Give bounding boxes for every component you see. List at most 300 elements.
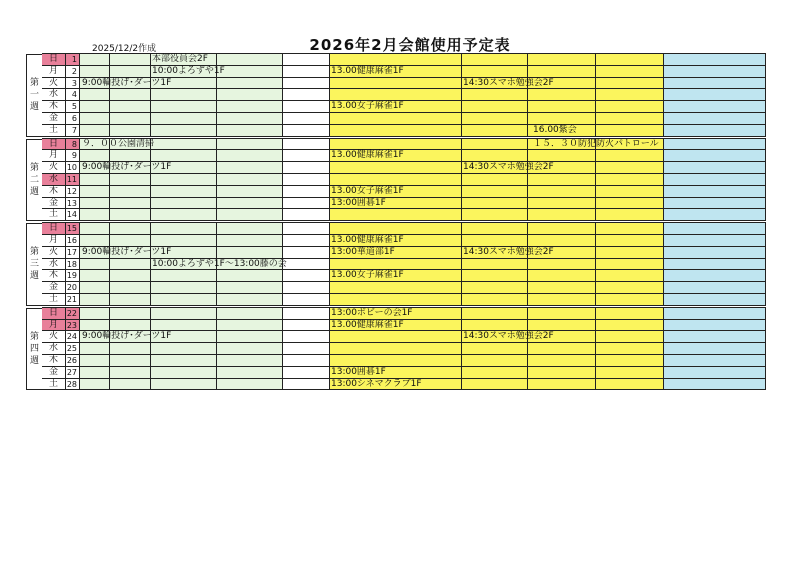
slot-cell [110,198,151,210]
slot-cell [283,379,330,391]
slot-cell [217,247,283,259]
slot-cell [664,113,766,125]
slot-cell [217,162,283,174]
slot-cell [664,367,766,379]
slot-cell [217,198,283,210]
slot-cell [528,89,596,101]
slot-cell [664,174,766,186]
slot-cell [330,162,462,174]
event-label: 13.00健康麻雀1F [331,234,404,245]
slot-cell [330,54,462,66]
slot-cell [330,282,462,294]
slot-cell [330,125,462,137]
weekday-cell: 土 [42,379,66,391]
slot-cell [110,54,151,66]
date-cell: 10 [66,162,80,174]
event-label: ９．００公園清掃 [82,138,155,149]
slot-cell [283,308,330,320]
slot-cell [664,89,766,101]
date-cell: 26 [66,355,80,367]
slot-cell [217,125,283,137]
slot-cell [462,367,528,379]
weekday-cell: 月 [42,235,66,247]
slot-cell [217,270,283,282]
weekday-cell: 火 [42,162,66,174]
slot-cell [596,66,664,78]
slot-cell [528,209,596,221]
date-cell: 3 [66,78,80,90]
slot-cell [110,259,151,271]
slot-cell [110,343,151,355]
slot-cell [80,209,110,221]
slot-cell [80,150,110,162]
slot-cell [217,54,283,66]
slot-cell [283,101,330,113]
slot-cell [80,367,110,379]
page-title: 2026年2月会館使用予定表 [309,36,511,54]
slot-cell [151,113,217,125]
slot-cell [596,89,664,101]
weekday-cell: 水 [42,259,66,271]
slot-cell [596,294,664,306]
slot-cell [283,162,330,174]
date-cell: 28 [66,379,80,391]
event-label: 13:00囲碁1F [331,366,386,377]
week-label: 第 三 週 [26,223,42,306]
slot-cell [283,150,330,162]
date-cell: 17 [66,247,80,259]
slot-cell [80,125,110,137]
slot-cell [80,113,110,125]
slot-cell [528,235,596,247]
slot-cell [217,113,283,125]
date-cell: 4 [66,89,80,101]
slot-cell [80,379,110,391]
weekday-cell: 木 [42,101,66,113]
slot-cell [283,343,330,355]
slot-cell [330,209,462,221]
slot-cell [462,113,528,125]
slot-cell [217,223,283,235]
slot-cell [664,139,766,151]
slot-cell [664,294,766,306]
slot-cell [110,125,151,137]
slot-cell [664,162,766,174]
slot-cell [80,174,110,186]
slot-cell [80,89,110,101]
slot-cell [596,259,664,271]
slot-cell [217,367,283,379]
week-label: 第 一 週 [26,54,42,137]
slot-cell [110,89,151,101]
slot-cell [330,223,462,235]
weekday-cell: 水 [42,174,66,186]
slot-cell [462,235,528,247]
slot-cell [596,331,664,343]
date-cell: 14 [66,209,80,221]
slot-cell [528,343,596,355]
slot-cell [596,367,664,379]
slot-cell [664,101,766,113]
slot-cell [596,379,664,391]
event-label: 13.00健康麻雀1F [331,150,404,161]
weekday-cell: 月 [42,150,66,162]
weekday-cell: 日 [42,54,66,66]
date-cell: 11 [66,174,80,186]
slot-cell [80,320,110,332]
date-cell: 16 [66,235,80,247]
weekday-cell: 土 [42,294,66,306]
slot-cell [110,186,151,198]
weekday-cell: 日 [42,308,66,320]
slot-cell [151,379,217,391]
weekday-cell: 火 [42,78,66,90]
date-cell: 5 [66,101,80,113]
slot-cell [664,379,766,391]
slot-cell [664,78,766,90]
slot-cell [283,139,330,151]
weekday-cell: 月 [42,66,66,78]
event-label: 14:30スマホ勉強会2F [463,162,554,173]
slot-cell [596,162,664,174]
slot-cell [151,270,217,282]
slot-cell [151,139,217,151]
slot-cell [217,294,283,306]
slot-cell [110,209,151,221]
slot-cell [462,209,528,221]
slot-cell [283,198,330,210]
slot-cell [283,294,330,306]
slot-cell [528,186,596,198]
slot-cell [330,355,462,367]
slot-cell [596,125,664,137]
slot-cell [151,235,217,247]
slot-cell [462,343,528,355]
slot-cell [462,89,528,101]
slot-cell [330,139,462,151]
slot-cell [596,223,664,235]
slot-cell [528,66,596,78]
slot-cell [110,308,151,320]
slot-cell [151,198,217,210]
weekday-cell: 火 [42,331,66,343]
event-label: 13.00女子麻雀1F [331,101,404,112]
date-cell: 18 [66,259,80,271]
date-cell: 1 [66,54,80,66]
slot-cell [330,259,462,271]
slot-cell [110,379,151,391]
slot-cell [217,101,283,113]
slot-cell [596,282,664,294]
slot-cell [528,367,596,379]
slot-cell [217,139,283,151]
slot-cell [283,355,330,367]
slot-cell [664,66,766,78]
slot-cell [110,66,151,78]
slot-cell [80,198,110,210]
slot-cell [462,174,528,186]
slot-cell [217,78,283,90]
weekday-cell: 金 [42,113,66,125]
slot-cell [596,150,664,162]
slot-cell [283,54,330,66]
slot-cell [283,270,330,282]
slot-cell [217,235,283,247]
date-cell: 19 [66,270,80,282]
slot-cell [664,223,766,235]
slot-cell [110,282,151,294]
slot-cell [462,379,528,391]
slot-cell [80,308,110,320]
slot-cell [217,66,283,78]
slot-cell [528,259,596,271]
weekday-cell: 日 [42,139,66,151]
slot-cell [330,174,462,186]
slot-cell [596,343,664,355]
slot-cell [664,198,766,210]
slot-cell [596,320,664,332]
slot-cell [330,294,462,306]
slot-cell [151,125,217,137]
slot-cell [151,282,217,294]
slot-cell [80,223,110,235]
event-label: 14:30スマホ勉強会2F [463,331,554,342]
event-label: 13:00囲碁1F [331,197,386,208]
slot-cell [664,355,766,367]
event-label: 13.00健康麻雀1F [331,319,404,330]
slot-cell [217,355,283,367]
slot-cell [462,320,528,332]
slot-cell [528,379,596,391]
slot-cell [462,355,528,367]
slot-cell [664,54,766,66]
slot-cell [596,355,664,367]
weekday-cell: 水 [42,89,66,101]
slot-cell [80,355,110,367]
slot-cell [151,89,217,101]
slot-cell [217,308,283,320]
slot-cell [110,235,151,247]
created-date: 2025/12/2作成 [92,44,157,54]
slot-cell [283,209,330,221]
slot-cell [596,198,664,210]
date-cell: 20 [66,282,80,294]
weekday-cell: 日 [42,223,66,235]
slot-cell [528,355,596,367]
slot-cell [664,125,766,137]
slot-cell [462,198,528,210]
slot-cell [110,150,151,162]
week-label: 第 二 週 [26,139,42,222]
date-cell: 25 [66,343,80,355]
weekday-cell: 木 [42,186,66,198]
slot-cell [664,282,766,294]
date-cell: 6 [66,113,80,125]
weekday-cell: 木 [42,355,66,367]
slot-cell [596,174,664,186]
weekday-cell: 火 [42,247,66,259]
slot-cell [80,294,110,306]
slot-cell [596,247,664,259]
slot-cell [330,331,462,343]
slot-cell [151,186,217,198]
slot-cell [462,270,528,282]
slot-cell [283,235,330,247]
date-cell: 24 [66,331,80,343]
slot-cell [462,223,528,235]
slot-cell [462,259,528,271]
slot-cell [283,259,330,271]
slot-cell [664,235,766,247]
event-label: 14:30スマホ勉強会2F [463,246,554,257]
slot-cell [151,150,217,162]
event-label: 14:30スマホ勉強会2F [463,77,554,88]
slot-cell [80,101,110,113]
event-label: 9:00輪投げ･ダーツ1F [82,77,172,88]
slot-cell [110,113,151,125]
slot-cell [151,101,217,113]
weekday-cell: 土 [42,209,66,221]
slot-cell [283,89,330,101]
slot-cell [283,247,330,259]
slot-cell [528,320,596,332]
slot-cell [110,174,151,186]
slot-cell [283,320,330,332]
slot-cell [596,186,664,198]
slot-cell [217,89,283,101]
slot-cell [462,101,528,113]
slot-cell [528,54,596,66]
slot-cell [596,209,664,221]
slot-cell [664,150,766,162]
slot-cell [528,294,596,306]
event-label: 9:00輪投げ･ダーツ1F [82,246,172,257]
slot-cell [80,259,110,271]
slot-cell [80,186,110,198]
slot-cell [330,89,462,101]
slot-cell [110,355,151,367]
slot-cell [528,113,596,125]
slot-cell [80,343,110,355]
date-cell: 7 [66,125,80,137]
date-cell: 21 [66,294,80,306]
event-label: 本部役員会2F [152,54,208,64]
slot-cell [528,223,596,235]
slot-cell [462,139,528,151]
slot-cell [80,282,110,294]
slot-cell [528,282,596,294]
weekday-cell: 金 [42,367,66,379]
event-label: 13.00女子麻雀1F [331,185,404,196]
event-label: 9:00輪投げ･ダーツ1F [82,162,172,173]
date-cell: 8 [66,139,80,151]
slot-cell [217,174,283,186]
event-label: 13:00華道部1F [331,246,395,257]
slot-cell [151,343,217,355]
date-cell: 13 [66,198,80,210]
date-cell: 9 [66,150,80,162]
slot-cell [330,78,462,90]
slot-cell [596,54,664,66]
slot-cell [664,209,766,221]
slot-cell [596,235,664,247]
slot-cell [217,282,283,294]
slot-cell [596,308,664,320]
slot-cell [664,259,766,271]
event-label: 13.00健康麻雀1F [331,65,404,76]
slot-cell [283,125,330,137]
slot-cell [664,320,766,332]
event-label: 10:00よろずや1F～13:00藤の会 [152,258,287,269]
slot-cell [283,174,330,186]
slot-cell [151,174,217,186]
slot-cell [283,78,330,90]
slot-cell [151,294,217,306]
slot-cell [217,343,283,355]
slot-cell [462,66,528,78]
slot-cell [462,308,528,320]
slot-cell [151,367,217,379]
slot-cell [217,379,283,391]
slot-cell [80,54,110,66]
slot-cell [596,78,664,90]
weekday-cell: 金 [42,198,66,210]
slot-cell [462,54,528,66]
slot-cell [80,66,110,78]
slot-cell [596,270,664,282]
slot-cell [110,294,151,306]
date-cell: 27 [66,367,80,379]
slot-cell [596,113,664,125]
slot-cell [664,331,766,343]
slot-cell [596,101,664,113]
weekday-cell: 木 [42,270,66,282]
event-label: 16.00紫会 [533,124,577,135]
slot-cell [462,125,528,137]
slot-cell [110,320,151,332]
slot-cell [283,331,330,343]
date-cell: 23 [66,320,80,332]
slot-cell [80,235,110,247]
weekday-cell: 月 [42,320,66,332]
event-label: 9:00輪投げ･ダーツ1F [82,331,172,342]
slot-cell [151,223,217,235]
slot-cell [283,367,330,379]
slot-cell [462,186,528,198]
slot-cell [462,150,528,162]
slot-cell [151,320,217,332]
slot-cell [151,308,217,320]
date-cell: 12 [66,186,80,198]
slot-cell [528,101,596,113]
slot-cell [110,101,151,113]
event-label: 13:00シネマクラブ1F [331,378,422,389]
slot-cell [217,331,283,343]
date-cell: 15 [66,223,80,235]
slot-cell [110,223,151,235]
weekday-cell: 水 [42,343,66,355]
slot-cell [330,343,462,355]
event-label: １５．３０防犯防火パトロール [533,138,659,149]
slot-cell [664,247,766,259]
slot-cell [283,186,330,198]
slot-cell [110,367,151,379]
slot-cell [283,223,330,235]
slot-cell [664,270,766,282]
slot-cell [283,282,330,294]
slot-cell [283,113,330,125]
slot-cell [110,270,151,282]
